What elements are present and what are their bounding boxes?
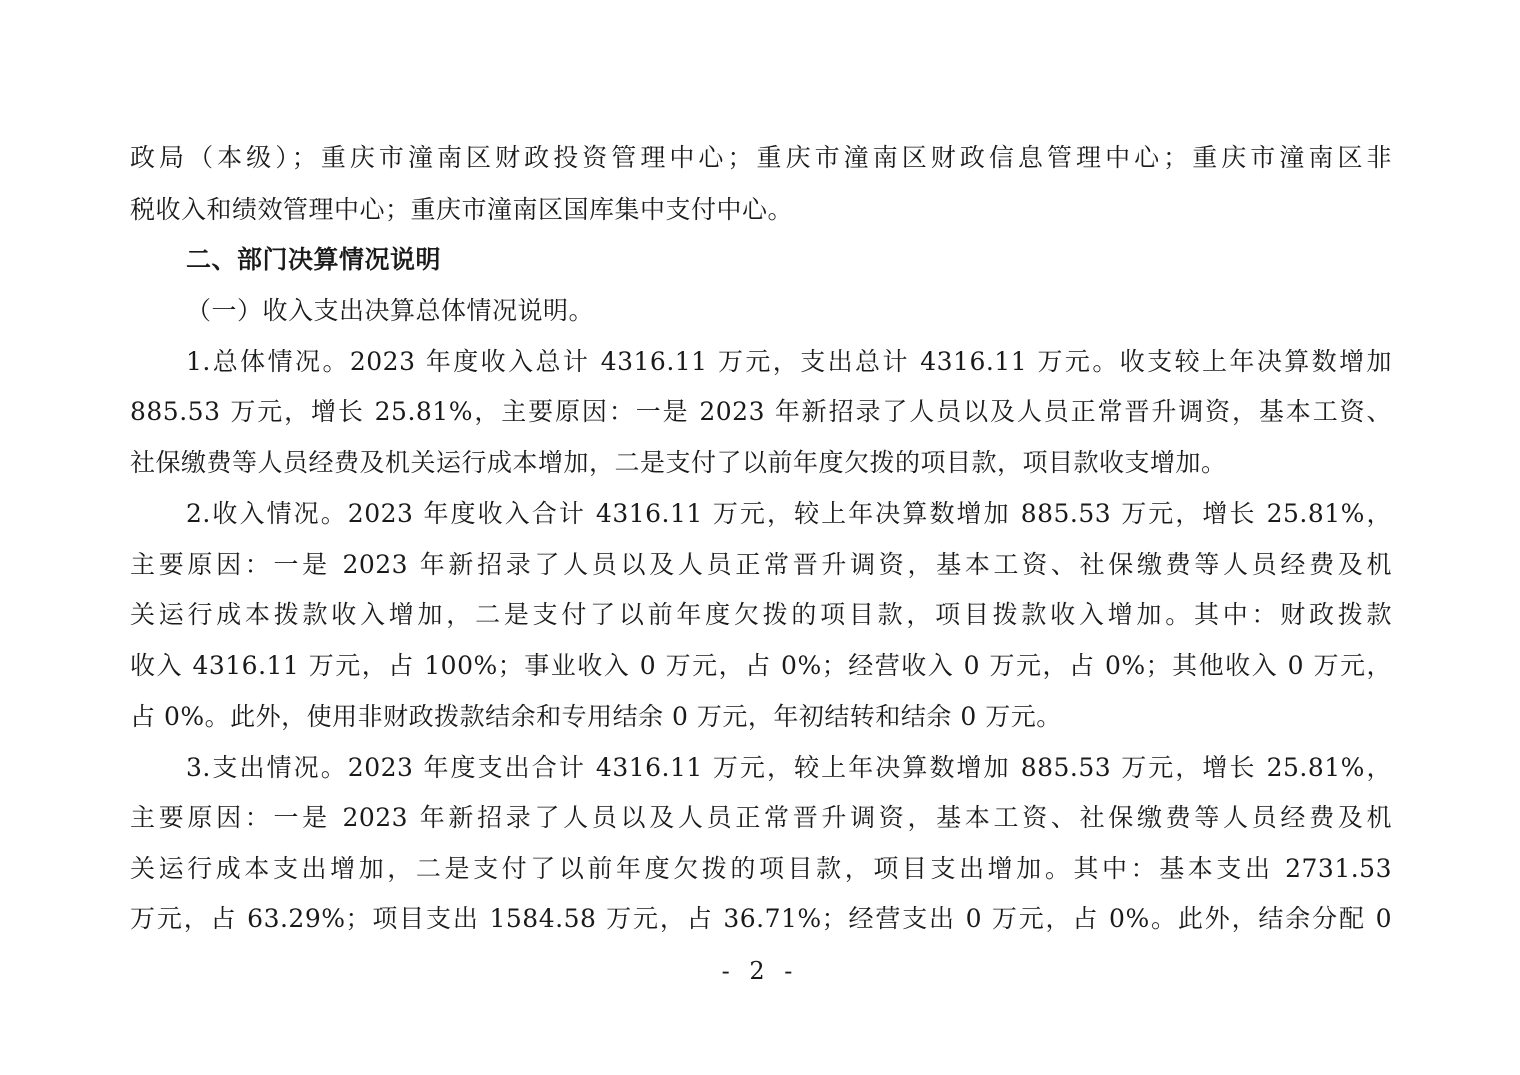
paragraph-3-line-1: 3.支出情况。2023 年度支出合计 4316.11 万元，较上年决算数增加 885.53 万元，增长 25.81%，	[186, 753, 1392, 782]
paragraph-2-line-5: 占 0%。此外，使用非财政拨款结余和专用结余 0 万元，年初结转和结余 0 万元。	[130, 702, 1062, 731]
paragraph-2-line-4: 收入 4316.11 万元，占 100%；事业收入 0 万元，占 0%；经营收入 0 万元，占 0%；其他收入 0 万元，	[130, 651, 1392, 680]
paragraph-1-line-2: 885.53 万元，增长 25.81%，主要原因：一是 2023 年新招录了人员以及人员正常晋升调资，基本工资、	[130, 397, 1392, 426]
paragraph-3-line-2: 主要原因：一是 2023 年新招录了人员以及人员正常晋升调资，基本工资、社保缴费等人员经费及机	[130, 803, 1392, 832]
paragraph-2-line-3: 关运行成本拨款收入增加，二是支付了以前年度欠拨的项目款，项目拨款收入增加。其中：财政拨款	[130, 600, 1392, 629]
page-number: - 2 -	[721, 957, 799, 985]
intro-line-2: 税收入和绩效管理中心；重庆市潼南区国库集中支付中心。	[130, 195, 794, 224]
paragraph-1-line-3: 社保缴费等人员经费及机关运行成本增加，二是支付了以前年度欠拨的项目款，项目款收支增加。	[130, 448, 1227, 477]
paragraph-2-line-2: 主要原因：一是 2023 年新招录了人员以及人员正常晋升调资，基本工资、社保缴费等人员经费及机	[130, 550, 1392, 579]
paragraph-1-line-1: 1.总体情况。2023 年度收入总计 4316.11 万元，支出总计 4316.11 万元。收支较上年决算数增加	[186, 347, 1392, 376]
section-heading: 二、部门决算情况说明	[186, 245, 442, 274]
paragraph-2-line-1: 2.收入情况。2023 年度收入合计 4316.11 万元，较上年决算数增加 885.53 万元，增长 25.81%，	[186, 499, 1392, 528]
paragraph-3-line-4: 万元，占 63.29%；项目支出 1584.58 万元，占 36.71%；经营支出 0 万元，占 0%。此外，结余分配 0	[130, 904, 1392, 933]
paragraph-3-line-3: 关运行成本支出增加，二是支付了以前年度欠拨的项目款，项目支出增加。其中：基本支出 2731.53	[130, 854, 1392, 883]
intro-line-1: 政局（本级）；重庆市潼南区财政投资管理中心；重庆市潼南区财政信息管理中心；重庆市潼南区非	[130, 143, 1392, 172]
subsection-heading: （一）收入支出决算总体情况说明。	[186, 296, 595, 325]
